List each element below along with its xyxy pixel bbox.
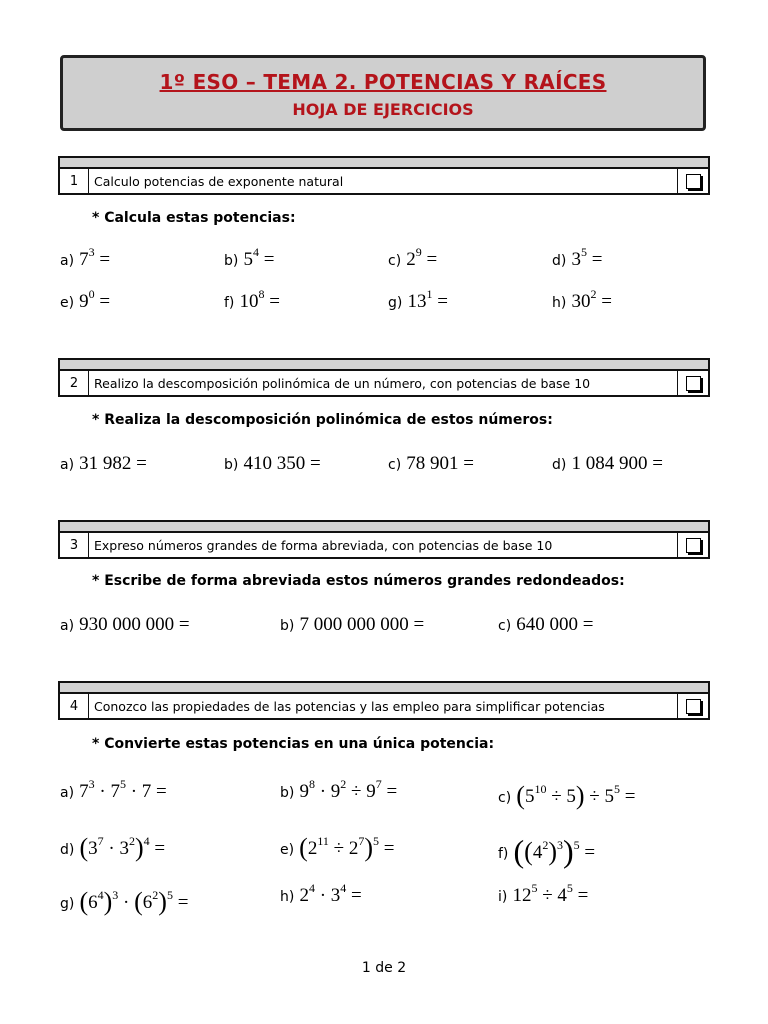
section-number: 3 (60, 533, 89, 557)
exercise-1h: h) $30^2$ = (552, 286, 612, 312)
section-4-header (58, 681, 710, 720)
exercise-2c: c) 78 901 = (388, 453, 474, 474)
section-3-instruction: * Escribe de forma abreviada estos números grandes redondeados: (92, 573, 625, 589)
exercise-4d: d) $(3^7 \cdot 3^2)^4$ = (60, 833, 166, 862)
exercise-4a: a) $7^3 \cdot 7^5 \cdot 7$ = (60, 776, 167, 802)
exercise-3a: a) 930 000 000 = (60, 614, 190, 635)
page-subtitle: HOJA DE EJERCICIOS (292, 100, 474, 119)
section-objective-row (58, 167, 710, 195)
exercise-1b: b) $5^4$ = (224, 244, 275, 270)
section-number: 4 (60, 694, 89, 718)
section-1-header (58, 156, 710, 195)
section-objective: Expreso números grandes de forma abreviada, con potencias de base 10 (89, 533, 678, 557)
checkbox-icon[interactable] (686, 699, 701, 714)
exercise-1c: c) $2^9$ = (388, 244, 438, 270)
page-title: 1º ESO – TEMA 2. POTENCIAS Y RAÍCES (159, 70, 607, 94)
checkbox-icon[interactable] (686, 174, 701, 189)
exercise-2b: b) 410 350 = (224, 453, 321, 474)
exercise-4b: b) $9^8 \cdot 9^2 \div 9^7$ = (280, 776, 398, 802)
section-objective-row (58, 531, 710, 559)
checkbox-icon[interactable] (686, 376, 701, 391)
section-1-instruction: * Calcula estas potencias: (92, 210, 296, 226)
section-strip (58, 681, 710, 692)
checkbox-cell (678, 533, 708, 557)
exercise-1a: a) $7^3$ = (60, 244, 111, 270)
checkbox-cell (678, 169, 708, 193)
exercise-1d: d) $3^5$ = (552, 244, 603, 270)
exercise-4f: f) $((4^2)^3)^5$ = (498, 833, 596, 869)
exercise-1e: e) $9^0$ = (60, 286, 111, 312)
exercise-4c: c) $(5^{10} \div 5) \div 5^5$ = (498, 781, 636, 810)
checkbox-cell (678, 371, 708, 395)
title-box (60, 55, 706, 131)
section-2-header (58, 358, 710, 397)
section-2-instruction: * Realiza la descomposición polinómica de estos números: (92, 412, 553, 428)
page-number: 1 de 2 (361, 960, 407, 976)
section-strip (58, 520, 710, 531)
section-strip (58, 358, 710, 369)
section-objective-row (58, 692, 710, 720)
section-strip (58, 156, 710, 167)
exercise-3b: b) 7 000 000 000 = (280, 614, 425, 635)
exercise-4e: e) $(2^{11} \div 2^7)^5$ = (280, 833, 395, 862)
exercise-2d: d) 1 084 900 = (552, 453, 663, 474)
exercise-4g: g) $(6^4)^3 \cdot (6^2)^5$ = (60, 887, 189, 916)
section-3-header (58, 520, 710, 559)
section-number: 1 (60, 169, 89, 193)
section-objective-row (58, 369, 710, 397)
section-4-instruction: * Convierte estas potencias en una única potencia: (92, 736, 495, 752)
section-objective: Realizo la descomposición polinómica de un número, con potencias de base 10 (89, 371, 678, 395)
exercise-2a: a) 31 982 = (60, 453, 147, 474)
exercise-1g: g) $13^1$ = (388, 286, 448, 312)
exercise-3c: c) 640 000 = (498, 614, 594, 635)
exercise-4h: h) $2^4 \cdot 3^4$ = (280, 880, 362, 906)
checkbox-cell (678, 694, 708, 718)
section-objective: Conozco las propiedades de las potencias y las empleo para simplificar potencias (89, 694, 678, 718)
section-number: 2 (60, 371, 89, 395)
section-objective: Calculo potencias de exponente natural (89, 169, 678, 193)
exercise-1f: f) $10^8$ = (224, 286, 280, 312)
exercise-4i: i) $12^5 \div 4^5$ = (498, 880, 589, 906)
checkbox-icon[interactable] (686, 538, 701, 553)
